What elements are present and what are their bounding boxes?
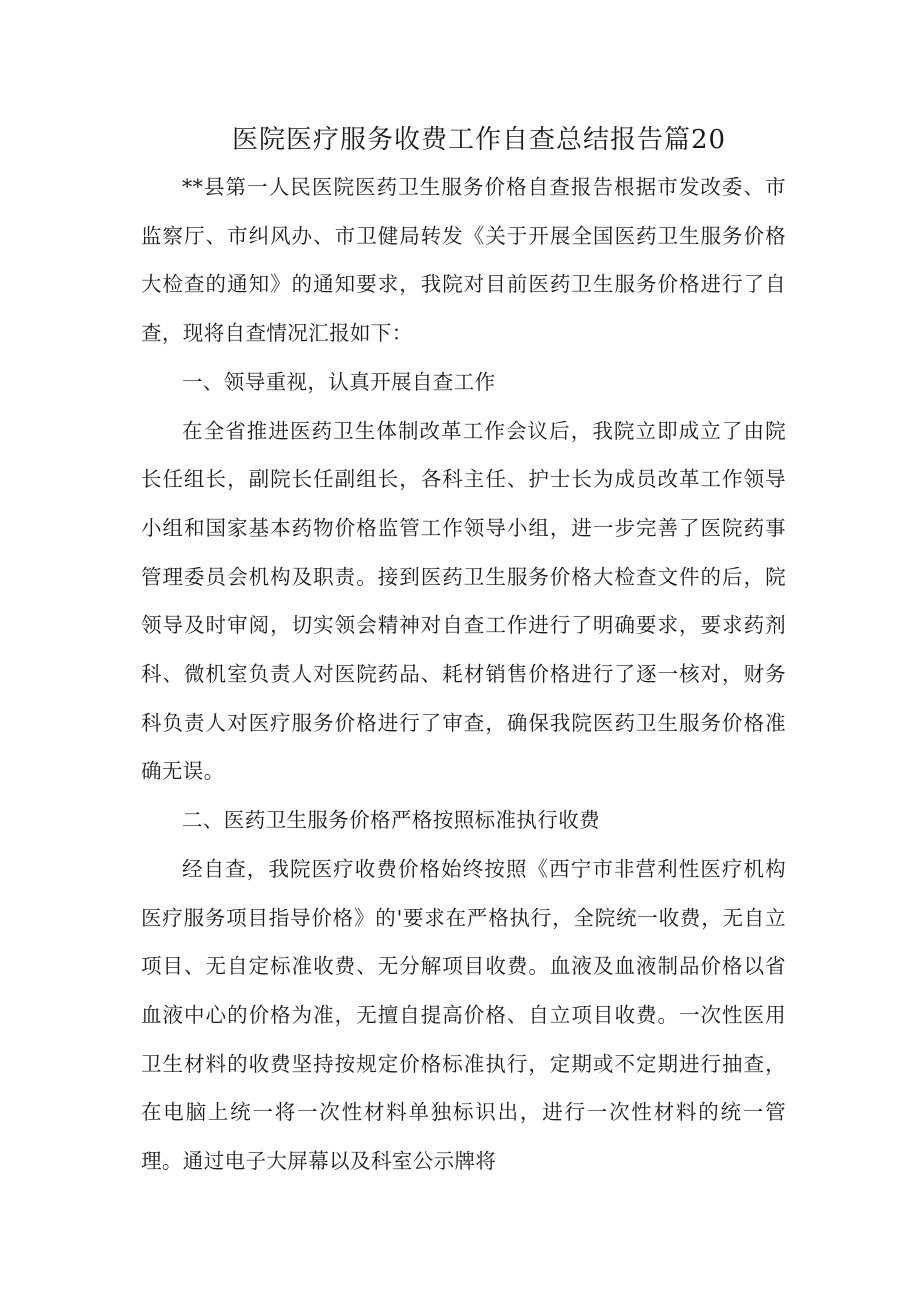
section-2-heading: 二、医药卫生服务价格严格按照标准执行收费 [182,808,600,833]
document-title: 医院医疗服务收费工作自查总结报告篇20 [231,125,727,155]
section-2-paragraph: 经自查，我院医疗收费价格始终按照《西宁市非营利性医疗机构医疗服务项目指导价格》的'要求在严格执行，全院统一收费，无自立项目、无自定标准收费、无分解项目收费。血液及血液制品价格以省血液中心的价格为准，无擅自提高价格、自立项目收费。一次性医用卫生材料的收费坚持按规定价格标准执行，定期或不定期进行抽查，在电脑上统一将一次性材料单独标识出，进行一次性材料的统一管理。通过电子大屏幕以及科室公示牌将 [141,856,786,1174]
intro-paragraph: **县第一人民医院医药卫生服务价格自查报告根据市发改委、市监察厅、市纠风办、市卫健局转发《关于开展全国医药卫生服务价格大检查的通知》的通知要求，我院对目前医药卫生服务价格进行了自查，现将自查情况汇报如下： [141,175,786,346]
section-1-paragraph: 在全省推进医药卫生体制改革工作会议后，我院立即成立了由院长任组长，副院长任副组长，各科主任、护士长为成员改革工作领导小组和国家基本药物价格监管工作领导小组，进一步完善了医院药事管理委员会机构及职责。接到医药卫生服务价格大检查文件的后，院领导及时审阅，切实领会精神对自查工作进行了明确要求，要求药剂科、微机室负责人对医院药品、耗材销售价格进行了逐一核对，财务科负责人对医疗服务价格进行了审查，确保我院医药卫生服务价格准确无误。 [141,418,786,784]
document-body [141,163,786,1186]
section-1-heading: 一、领导重视，认真开展自查工作 [182,369,496,394]
